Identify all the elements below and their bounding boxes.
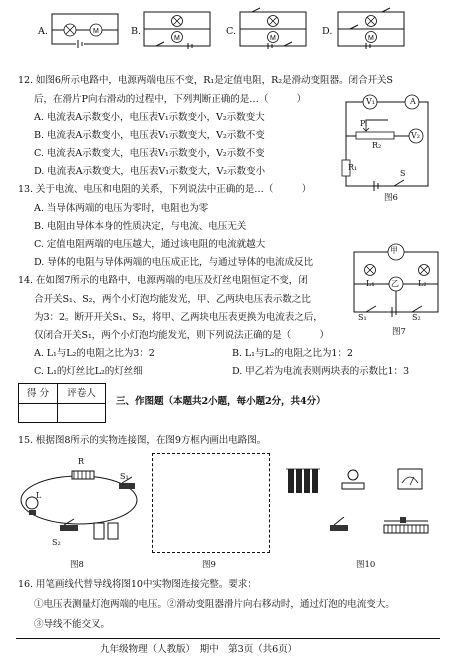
fig7-l2-label: L₂ [418, 279, 427, 288]
q12-option-d: D. 电流表A示数变大，电压表V₁示数变大，V₂示数变小 [34, 166, 266, 177]
fig6-caption: 图6 [384, 193, 398, 203]
page-footer: 九年级物理（人教版） 期中 第3页（共6页） [100, 644, 298, 655]
q16-requirement-3: ③导线不能交叉。 [34, 619, 110, 630]
option-a-label: A. [38, 26, 48, 37]
figure-9-drawing-box[interactable] [152, 453, 270, 553]
fig8-l-label: L [36, 491, 42, 500]
q14-stem-line-2: 合开关S₁、S₂，两个小灯泡均能发光，甲、乙两块电压表示数之比 [34, 294, 311, 305]
option-d-label: D. [322, 26, 333, 37]
q12-option-a: A. 电流表A示数变小，电压表V₁示数变小，V₂示数变大 [34, 112, 265, 123]
grader-cell[interactable] [58, 404, 106, 423]
q13-option-b: B. 电阻由导体本身的性质决定，与电流、电压无关 [34, 221, 247, 232]
svg-text:M: M [368, 35, 374, 42]
q14-option-a: A. L₁与L₂的电阻之比为3：2 [34, 348, 155, 359]
q12-stem-line-2: 后，在滑片P向右滑动的过程中，下列判断正确的是…（ ） [34, 94, 307, 105]
fig8-s1-label: S₁ [120, 472, 129, 481]
score-cell[interactable] [19, 404, 58, 423]
q13-option-a: A. 当导体两端的电压为零时，电阻也为零 [34, 203, 209, 214]
option-c-circuit [238, 8, 313, 52]
option-c-label: C. [226, 26, 237, 37]
svg-text:M: M [174, 35, 180, 42]
fig6-v2-label: V₂ [411, 131, 420, 140]
svg-text:M: M [93, 28, 99, 35]
fig8-caption: 图8 [70, 560, 84, 570]
figure-8-real-circuit [14, 455, 144, 555]
q13-stem: 13. 关于电流、电压和电阻的关系，下列说法中正确的是…（ ） [18, 184, 312, 195]
fig7-caption: 图7 [392, 327, 406, 337]
fig8-r-label: R [78, 457, 85, 466]
q13-option-d: D. 导体的电阻与导体两端的电压成正比，与通过导体的电流成反比 [34, 257, 313, 268]
fig7-s1-label: S₁ [358, 313, 367, 322]
svg-text:M: M [270, 35, 276, 42]
fig6-r1-label: R₁ [348, 163, 358, 172]
score-table [18, 383, 106, 423]
q16-stem: 16. 用笔画线代替导线将图10中实物图连接完整。要求： [18, 579, 257, 590]
option-b-circuit [142, 8, 217, 52]
fig6-s-label: S [400, 169, 406, 178]
fig7-jia-label: 甲 [390, 246, 398, 255]
q14-option-c: C. L₁的灯丝比L₂的灯丝细 [34, 366, 143, 377]
fig10-caption: 图10 [356, 560, 376, 570]
score-header: 得 分 [19, 384, 58, 404]
q14-option-b: B. L₁与L₂的电阻之比为1：2 [232, 348, 353, 359]
figure-10-components [280, 455, 440, 555]
fig7-yi-label: 乙 [391, 279, 399, 288]
q12-option-c: C. 电流表A示数变大，电压表V₁示数变小，V₂示数不变 [34, 148, 265, 159]
fig7-l1-label: L₁ [366, 279, 375, 288]
section-3-heading: 三、作图题（本题共2小题，每小题2分，共4分） [116, 396, 326, 407]
option-a-circuit [50, 10, 125, 50]
q14-stem-line-4: 仅闭合开关S₁，两个小灯泡均能发光，则下列说法正确的是（ ） [34, 330, 330, 341]
fig8-s2-label: S₂ [52, 538, 61, 547]
q16-requirement-1-2: ①电压表测量灯泡两端的电压。②滑动变阻器滑片向右移动时，通过灯泡的电流变大。 [34, 599, 395, 610]
q14-stem-line-1: 14. 在如图7所示的电路中，电源两端的电压及灯丝电阻恒定不变，闭 [18, 275, 308, 286]
q12-option-b: B. 电流表A示数变小，电压表V₁示数变大，V₂示数不变 [34, 130, 265, 141]
q13-option-c: C. 定值电阻两端的电压越大，通过该电阻的电流就越大 [34, 239, 266, 250]
q15-stem: 15. 根据图8所示的实物连接图，在图9方框内画出电路图。 [18, 435, 267, 446]
fig6-r2-label: R₂ [372, 141, 382, 150]
figure-6-circuit [328, 90, 438, 190]
fig9-caption: 图9 [202, 560, 216, 570]
fig6-p-label: P [360, 119, 366, 128]
fig6-v1-label: V₁ [366, 97, 375, 106]
option-d-circuit [336, 8, 411, 52]
grader-header: 评卷人 [58, 384, 106, 404]
option-b-label: B. [131, 26, 142, 37]
q14-option-d: D. 甲乙若为电流表则两块表的示数比1：3 [232, 366, 410, 377]
fig7-s2-label: S₂ [412, 313, 421, 322]
fig6-a-label: A [410, 97, 416, 106]
q12-stem-line-1: 12. 如图6所示电路中，电源两端电压不变，R₁是定值电阻，R₂是滑动变阻器。闭合开关S [18, 75, 393, 86]
footer-rule [16, 638, 440, 639]
q14-stem-line-3: 为3：2。断开开关S₁、S₂，将甲、乙两块电压表更换为电流表之后， [34, 312, 323, 323]
